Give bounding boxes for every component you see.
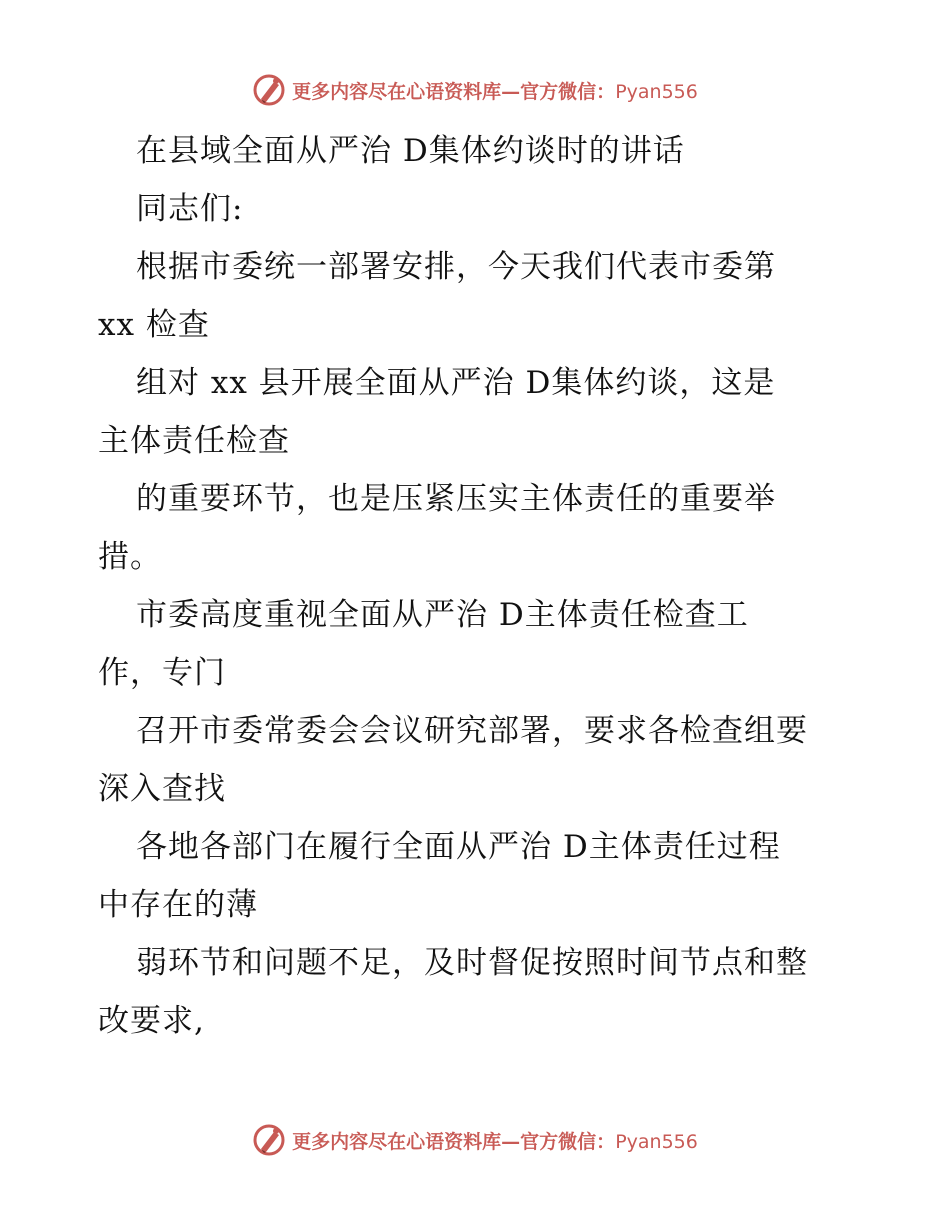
text-line: 作，专门 (98, 655, 226, 691)
text-line: 主体责任检查 (98, 423, 290, 459)
pen-logo-icon (252, 72, 288, 108)
watermark-wechat-id: Pyan556 (615, 1130, 698, 1153)
document-body (98, 122, 878, 1050)
text-line: 深入查找 (98, 771, 226, 807)
text-line: 中存在的薄 (98, 887, 258, 923)
footer-watermark (0, 1120, 950, 1160)
watermark-wechat-label: 官方微信： (520, 80, 616, 103)
watermark-dash: — (501, 80, 521, 103)
watermark-text (292, 77, 698, 104)
header-watermark (0, 70, 950, 110)
text-line: 在县域全面从严治 D集体约谈时的讲话 (136, 133, 685, 169)
watermark-brand: 更多内容尽在心语资料库 (292, 1130, 502, 1153)
text-line: 市委高度重视全面从严治 D主体责任检查工 (136, 597, 749, 633)
text-line: 改要求, (98, 1003, 205, 1039)
text-line: 组对 xx 县开展全面从严治 D集体约谈，这是 (136, 365, 776, 401)
text-line: 弱环节和问题不足，及时督促按照时间节点和整 (136, 945, 808, 981)
text-line: 各地各部门在履行全面从严治 D主体责任过程 (136, 829, 781, 865)
text-line: xx 检查 (98, 307, 210, 343)
text-line: 根据市委统一部署安排，今天我们代表市委第 (136, 249, 776, 285)
text-line: 的重要环节，也是压紧压实主体责任的重要举 (136, 481, 776, 517)
watermark-brand: 更多内容尽在心语资料库 (292, 80, 502, 103)
text-line: 同志们: (136, 191, 244, 227)
watermark-text (292, 1127, 698, 1154)
watermark-wechat-id: Pyan556 (615, 80, 698, 103)
watermark-wechat-label: 官方微信： (520, 1130, 616, 1153)
pen-logo-icon (252, 1122, 288, 1158)
text-line: 召开市委常委会会议研究部署，要求各检查组要 (136, 713, 808, 749)
text-line: 措。 (98, 539, 162, 575)
watermark-dash: — (501, 1130, 521, 1153)
